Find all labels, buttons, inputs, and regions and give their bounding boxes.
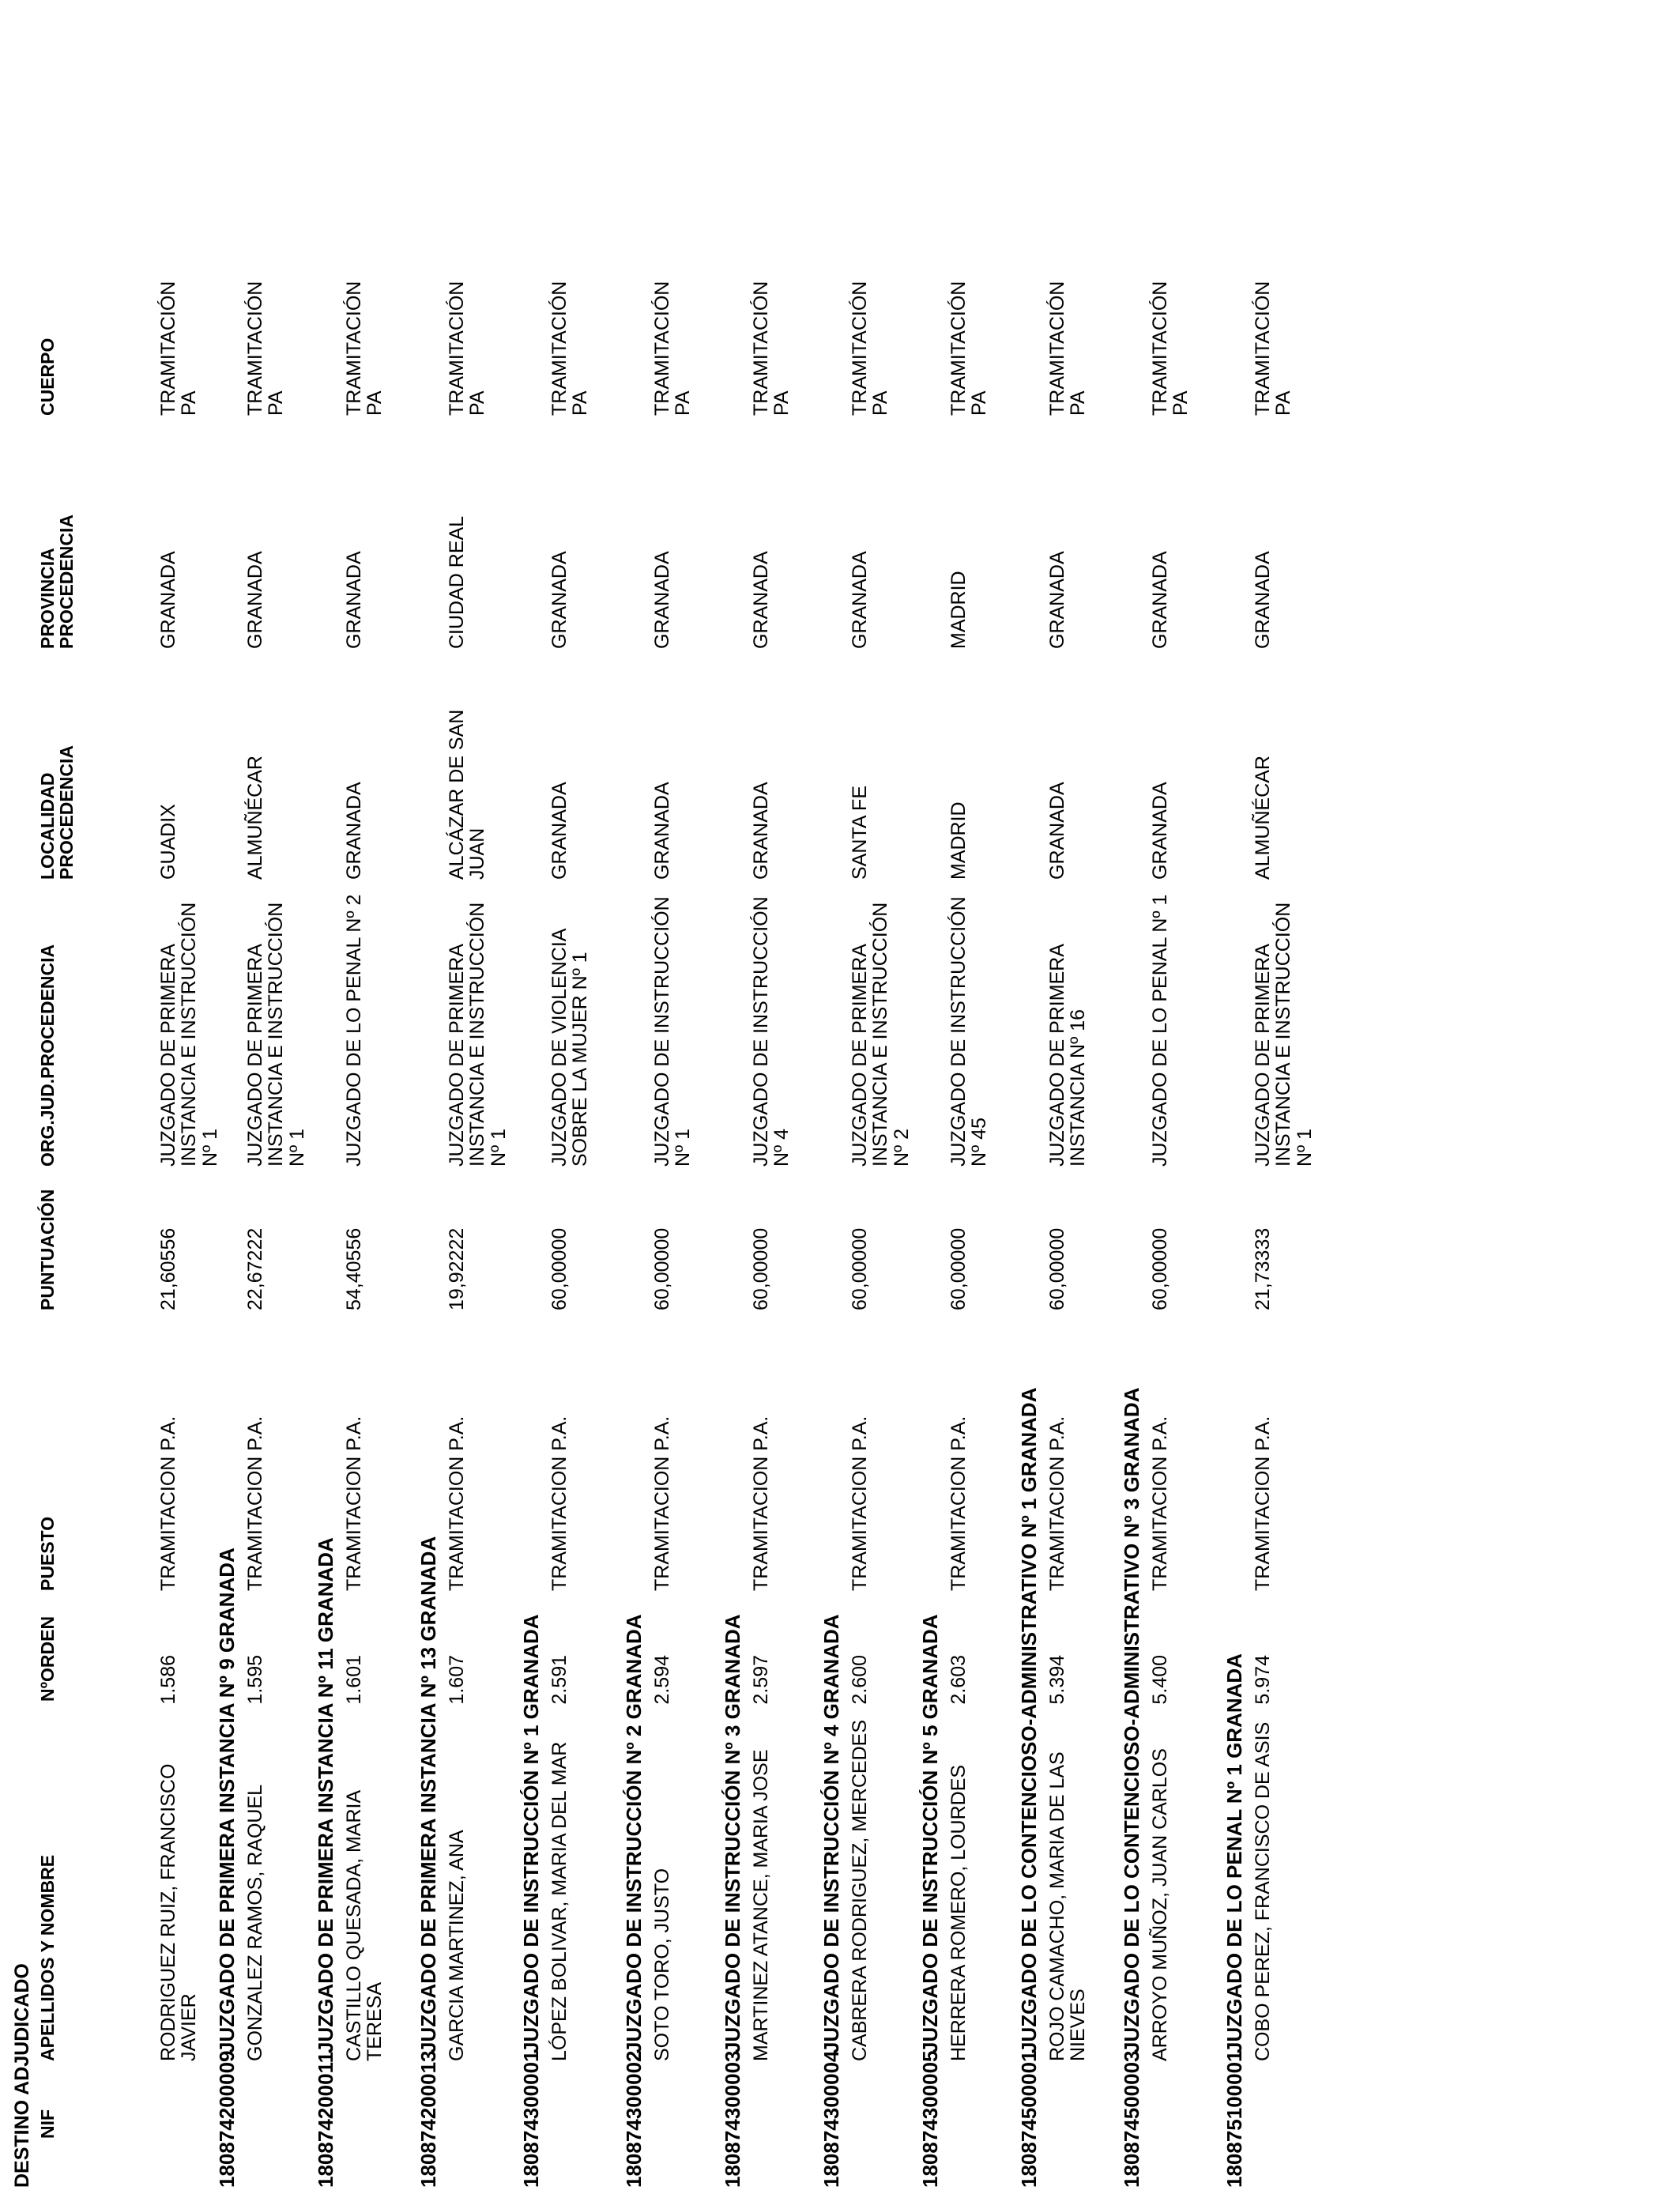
cell-puesto: TRAMITACION P.A. bbox=[947, 1416, 970, 1591]
cell-puesto: TRAMITACION P.A. bbox=[343, 1416, 365, 1591]
cell-puesto: TRAMITACION P.A. bbox=[750, 1416, 772, 1591]
cell-puntuacion: 60,00000 bbox=[651, 1227, 673, 1310]
row-nif: 180874300001 bbox=[519, 2050, 543, 2188]
row-nif: 180874300002 bbox=[622, 2050, 646, 2188]
cell-puesto: TRAMITACION P.A. bbox=[1046, 1416, 1068, 1591]
cell-cuerpo: TRAMITACIÓN PA bbox=[1252, 281, 1295, 416]
cell-provincia: GRANADA bbox=[548, 551, 571, 649]
cell-org: JUZGADO DE INSTRUCCIÓN Nº 1 bbox=[651, 896, 695, 1167]
cell-orden: 5.400 bbox=[1149, 1655, 1171, 1705]
cell-orden: 2.594 bbox=[651, 1655, 673, 1705]
cell-puntuacion: 60,00000 bbox=[1149, 1227, 1171, 1310]
court-heading: JUZGADO DE INSTRUCCIÓN Nº 5 GRANADA bbox=[918, 1614, 942, 2053]
cell-localidad: SANTA FE bbox=[849, 785, 871, 880]
col-header-cuerpo: CUERPO bbox=[37, 337, 58, 416]
cell-nombre: COBO PEREZ, FRANCISCO DE ASIS bbox=[1252, 1721, 1274, 2061]
cell-orden: 2.591 bbox=[548, 1655, 571, 1705]
cell-nombre: LÓPEZ BOLIVAR, MARIA DEL MAR bbox=[548, 1741, 571, 2061]
cell-provincia: GRANADA bbox=[343, 551, 365, 649]
cell-provincia: CIUDAD REAL bbox=[446, 515, 468, 649]
col-header-localidad: LOCALIDAD PROCEDENCIA bbox=[37, 745, 77, 880]
cell-cuerpo: TRAMITACIÓN PA bbox=[157, 281, 201, 416]
cell-provincia: GRANADA bbox=[849, 551, 871, 649]
cell-puesto: TRAMITACION P.A. bbox=[849, 1416, 871, 1591]
cell-orden: 2.597 bbox=[750, 1655, 772, 1705]
cell-puntuacion: 60,00000 bbox=[849, 1227, 871, 1310]
cell-puesto: TRAMITACION P.A. bbox=[1149, 1416, 1171, 1591]
cell-puntuacion: 60,00000 bbox=[548, 1227, 571, 1310]
court-heading: JUZGADO DE INSTRUCCIÓN Nº 2 GRANADA bbox=[622, 1614, 646, 2053]
court-heading: JUZGADO DE LO PENAL Nº 1 GRANADA bbox=[1222, 1653, 1246, 2053]
cell-provincia: GRANADA bbox=[750, 551, 772, 649]
cell-puntuacion: 60,00000 bbox=[750, 1227, 772, 1310]
cell-localidad: GUADIX bbox=[157, 804, 179, 880]
cell-cuerpo: TRAMITACIÓN PA bbox=[244, 281, 288, 416]
court-heading: JUZGADO DE LO CONTENCIOSO-ADMINISTRATIVO Nº 3 GRANADA bbox=[1120, 1387, 1143, 2053]
col-header-nombre: APELLIDOS Y NOMBRE bbox=[37, 1854, 58, 2061]
cell-nombre: ROJO CAMACHO, MARIA DE LAS NIEVES bbox=[1046, 1751, 1090, 2061]
cell-cuerpo: TRAMITACIÓN PA bbox=[651, 281, 695, 416]
cell-localidad: ALCÁZAR DE SAN JUAN bbox=[446, 709, 489, 880]
cell-puntuacion: 19,92222 bbox=[446, 1227, 468, 1310]
cell-provincia: GRANADA bbox=[1149, 551, 1171, 649]
cell-localidad: GRANADA bbox=[651, 782, 673, 880]
cell-orden: 1.607 bbox=[446, 1655, 468, 1705]
cell-puntuacion: 60,00000 bbox=[1046, 1227, 1068, 1310]
row-nif: 180874200009 bbox=[215, 2050, 239, 2188]
court-heading: JUZGADO DE INSTRUCCIÓN Nº 4 GRANADA bbox=[819, 1614, 843, 2053]
col-header-provincia: PROVINCIA PROCEDENCIA bbox=[37, 515, 77, 649]
cell-localidad: MADRID bbox=[947, 801, 970, 880]
cell-puesto: TRAMITACION P.A. bbox=[651, 1416, 673, 1591]
cell-localidad: GRANADA bbox=[1149, 782, 1171, 880]
cell-provincia: GRANADA bbox=[244, 551, 266, 649]
cell-puesto: TRAMITACION P.A. bbox=[446, 1416, 468, 1591]
cell-puntuacion: 21,60556 bbox=[157, 1227, 179, 1310]
cell-orden: 2.603 bbox=[947, 1655, 970, 1705]
cell-org: JUZGADO DE INSTRUCCIÓN Nº 45 bbox=[947, 896, 991, 1167]
col-header-nif: NIF bbox=[37, 2109, 58, 2139]
cell-provincia: GRANADA bbox=[157, 551, 179, 649]
cell-org: JUZGADO DE PRIMERA INSTANCIA Nº 16 bbox=[1046, 944, 1090, 1167]
row-nif: 180874200013 bbox=[416, 2050, 440, 2188]
cell-org: JUZGADO DE PRIMERA INSTANCIA E INSTRUCCIÓN Nº 1 bbox=[446, 902, 510, 1167]
cell-localidad: ALMUÑÉCAR bbox=[1252, 756, 1274, 880]
cell-cuerpo: TRAMITACIÓN PA bbox=[849, 281, 892, 416]
court-heading: JUZGADO DE PRIMERA INSTANCIA Nº 9 GRANADA bbox=[215, 1547, 239, 2053]
cell-nombre: GONZALEZ RAMOS, RAQUEL bbox=[244, 1784, 266, 2061]
cell-orden: 1.586 bbox=[157, 1655, 179, 1705]
row-nif: 180874500001 bbox=[1017, 2050, 1041, 2188]
cell-org: JUZGADO DE LO PENAL Nº 2 bbox=[343, 894, 365, 1167]
cell-org: JUZGADO DE PRIMERA INSTANCIA E INSTRUCCIÓN Nº 2 bbox=[849, 902, 913, 1167]
cell-puesto: TRAMITACION P.A. bbox=[244, 1416, 266, 1591]
cell-orden: 1.601 bbox=[343, 1655, 365, 1705]
cell-provincia: GRANADA bbox=[1252, 551, 1274, 649]
court-heading: JUZGADO DE INSTRUCCIÓN Nº 3 GRANADA bbox=[721, 1614, 744, 2053]
col-header-puesto: PUESTO bbox=[37, 1516, 58, 1591]
court-heading: JUZGADO DE INSTRUCCIÓN Nº 1 GRANADA bbox=[519, 1614, 543, 2053]
cell-cuerpo: TRAMITACIÓN PA bbox=[1046, 281, 1090, 416]
cell-orden: 5.974 bbox=[1252, 1655, 1274, 1705]
cell-puntuacion: 54,40556 bbox=[343, 1227, 365, 1310]
cell-puesto: TRAMITACION P.A. bbox=[1252, 1416, 1274, 1591]
court-heading: JUZGADO DE PRIMERA INSTANCIA Nº 11 GRANADA bbox=[314, 1537, 337, 2053]
court-heading: JUZGADO DE LO CONTENCIOSO-ADMINISTRATIVO Nº 1 GRANADA bbox=[1017, 1387, 1041, 2053]
document-title: DESTINO ADJUDICADO bbox=[11, 1963, 33, 2188]
cell-nombre: SOTO TORO, JUSTO bbox=[651, 1868, 673, 2061]
row-nif: 180874500003 bbox=[1120, 2050, 1143, 2188]
cell-puntuacion: 22,67222 bbox=[244, 1227, 266, 1310]
cell-nombre: CABRERA RODRIGUEZ, MERCEDES bbox=[849, 1719, 871, 2061]
cell-nombre: RODRIGUEZ RUIZ, FRANCISCO JAVIER bbox=[157, 1763, 201, 2061]
cell-puntuacion: 60,00000 bbox=[947, 1227, 970, 1310]
cell-provincia: GRANADA bbox=[651, 551, 673, 649]
cell-localidad: GRANADA bbox=[750, 782, 772, 880]
col-header-puntuacion: PUNTUACIÓN bbox=[37, 1189, 58, 1310]
col-header-orden: NºORDEN bbox=[37, 1615, 58, 1702]
row-nif: 180875100001 bbox=[1222, 2050, 1246, 2188]
col-header-org: ORG.JUD.PROCEDENCIA bbox=[37, 944, 58, 1167]
row-nif: 180874300005 bbox=[918, 2050, 942, 2188]
cell-orden: 2.600 bbox=[849, 1655, 871, 1705]
cell-nombre: ARROYO MUÑOZ, JUAN CARLOS bbox=[1149, 1748, 1171, 2061]
cell-nombre: HERRERA ROMERO, LOURDES bbox=[947, 1764, 970, 2061]
cell-nombre: GARCIA MARTINEZ, ANA bbox=[446, 1830, 468, 2061]
cell-cuerpo: TRAMITACIÓN PA bbox=[446, 281, 489, 416]
cell-org: JUZGADO DE INSTRUCCIÓN Nº 4 bbox=[750, 896, 793, 1167]
cell-nombre: MARTINEZ ATANCE, MARIA JOSE bbox=[750, 1749, 772, 2061]
cell-localidad: GRANADA bbox=[1046, 782, 1068, 880]
cell-localidad: ALMUÑÉCAR bbox=[244, 756, 266, 880]
cell-provincia: MADRID bbox=[947, 571, 970, 649]
row-nif: 180874300003 bbox=[721, 2050, 744, 2188]
cell-org: JUZGADO DE LO PENAL Nº 1 bbox=[1149, 894, 1171, 1167]
row-nif: 180874300004 bbox=[819, 2050, 843, 2188]
cell-puesto: TRAMITACION P.A. bbox=[548, 1416, 571, 1591]
cell-nombre: CASTILLO QUESADA, MARIA TERESA bbox=[343, 1791, 386, 2061]
cell-cuerpo: TRAMITACIÓN PA bbox=[548, 281, 592, 416]
cell-org: JUZGADO DE PRIMERA INSTANCIA E INSTRUCCIÓN Nº 1 bbox=[244, 902, 308, 1167]
cell-org: JUZGADO DE PRIMERA INSTANCIA E INSTRUCCIÓN Nº 1 bbox=[1252, 902, 1316, 1167]
cell-org: JUZGADO DE PRIMERA INSTANCIA E INSTRUCCIÓN Nº 1 bbox=[157, 902, 221, 1167]
cell-puntuacion: 21,73333 bbox=[1252, 1227, 1274, 1310]
row-nif: 180874200011 bbox=[314, 2051, 337, 2188]
cell-cuerpo: TRAMITACIÓN PA bbox=[947, 281, 991, 416]
cell-orden: 1.595 bbox=[244, 1655, 266, 1705]
cell-cuerpo: TRAMITACIÓN PA bbox=[750, 281, 793, 416]
court-heading: JUZGADO DE PRIMERA INSTANCIA Nº 13 GRANADA bbox=[416, 1536, 440, 2053]
cell-orden: 5.394 bbox=[1046, 1655, 1068, 1705]
cell-provincia: GRANADA bbox=[1046, 551, 1068, 649]
cell-cuerpo: TRAMITACIÓN PA bbox=[1149, 281, 1192, 416]
cell-localidad: GRANADA bbox=[343, 782, 365, 880]
cell-org: JUZGADO DE VIOLENCIA SOBRE LA MUJER Nº 1 bbox=[548, 929, 592, 1167]
cell-cuerpo: TRAMITACIÓN PA bbox=[343, 281, 386, 416]
cell-puesto: TRAMITACION P.A. bbox=[157, 1416, 179, 1591]
cell-localidad: GRANADA bbox=[548, 782, 571, 880]
